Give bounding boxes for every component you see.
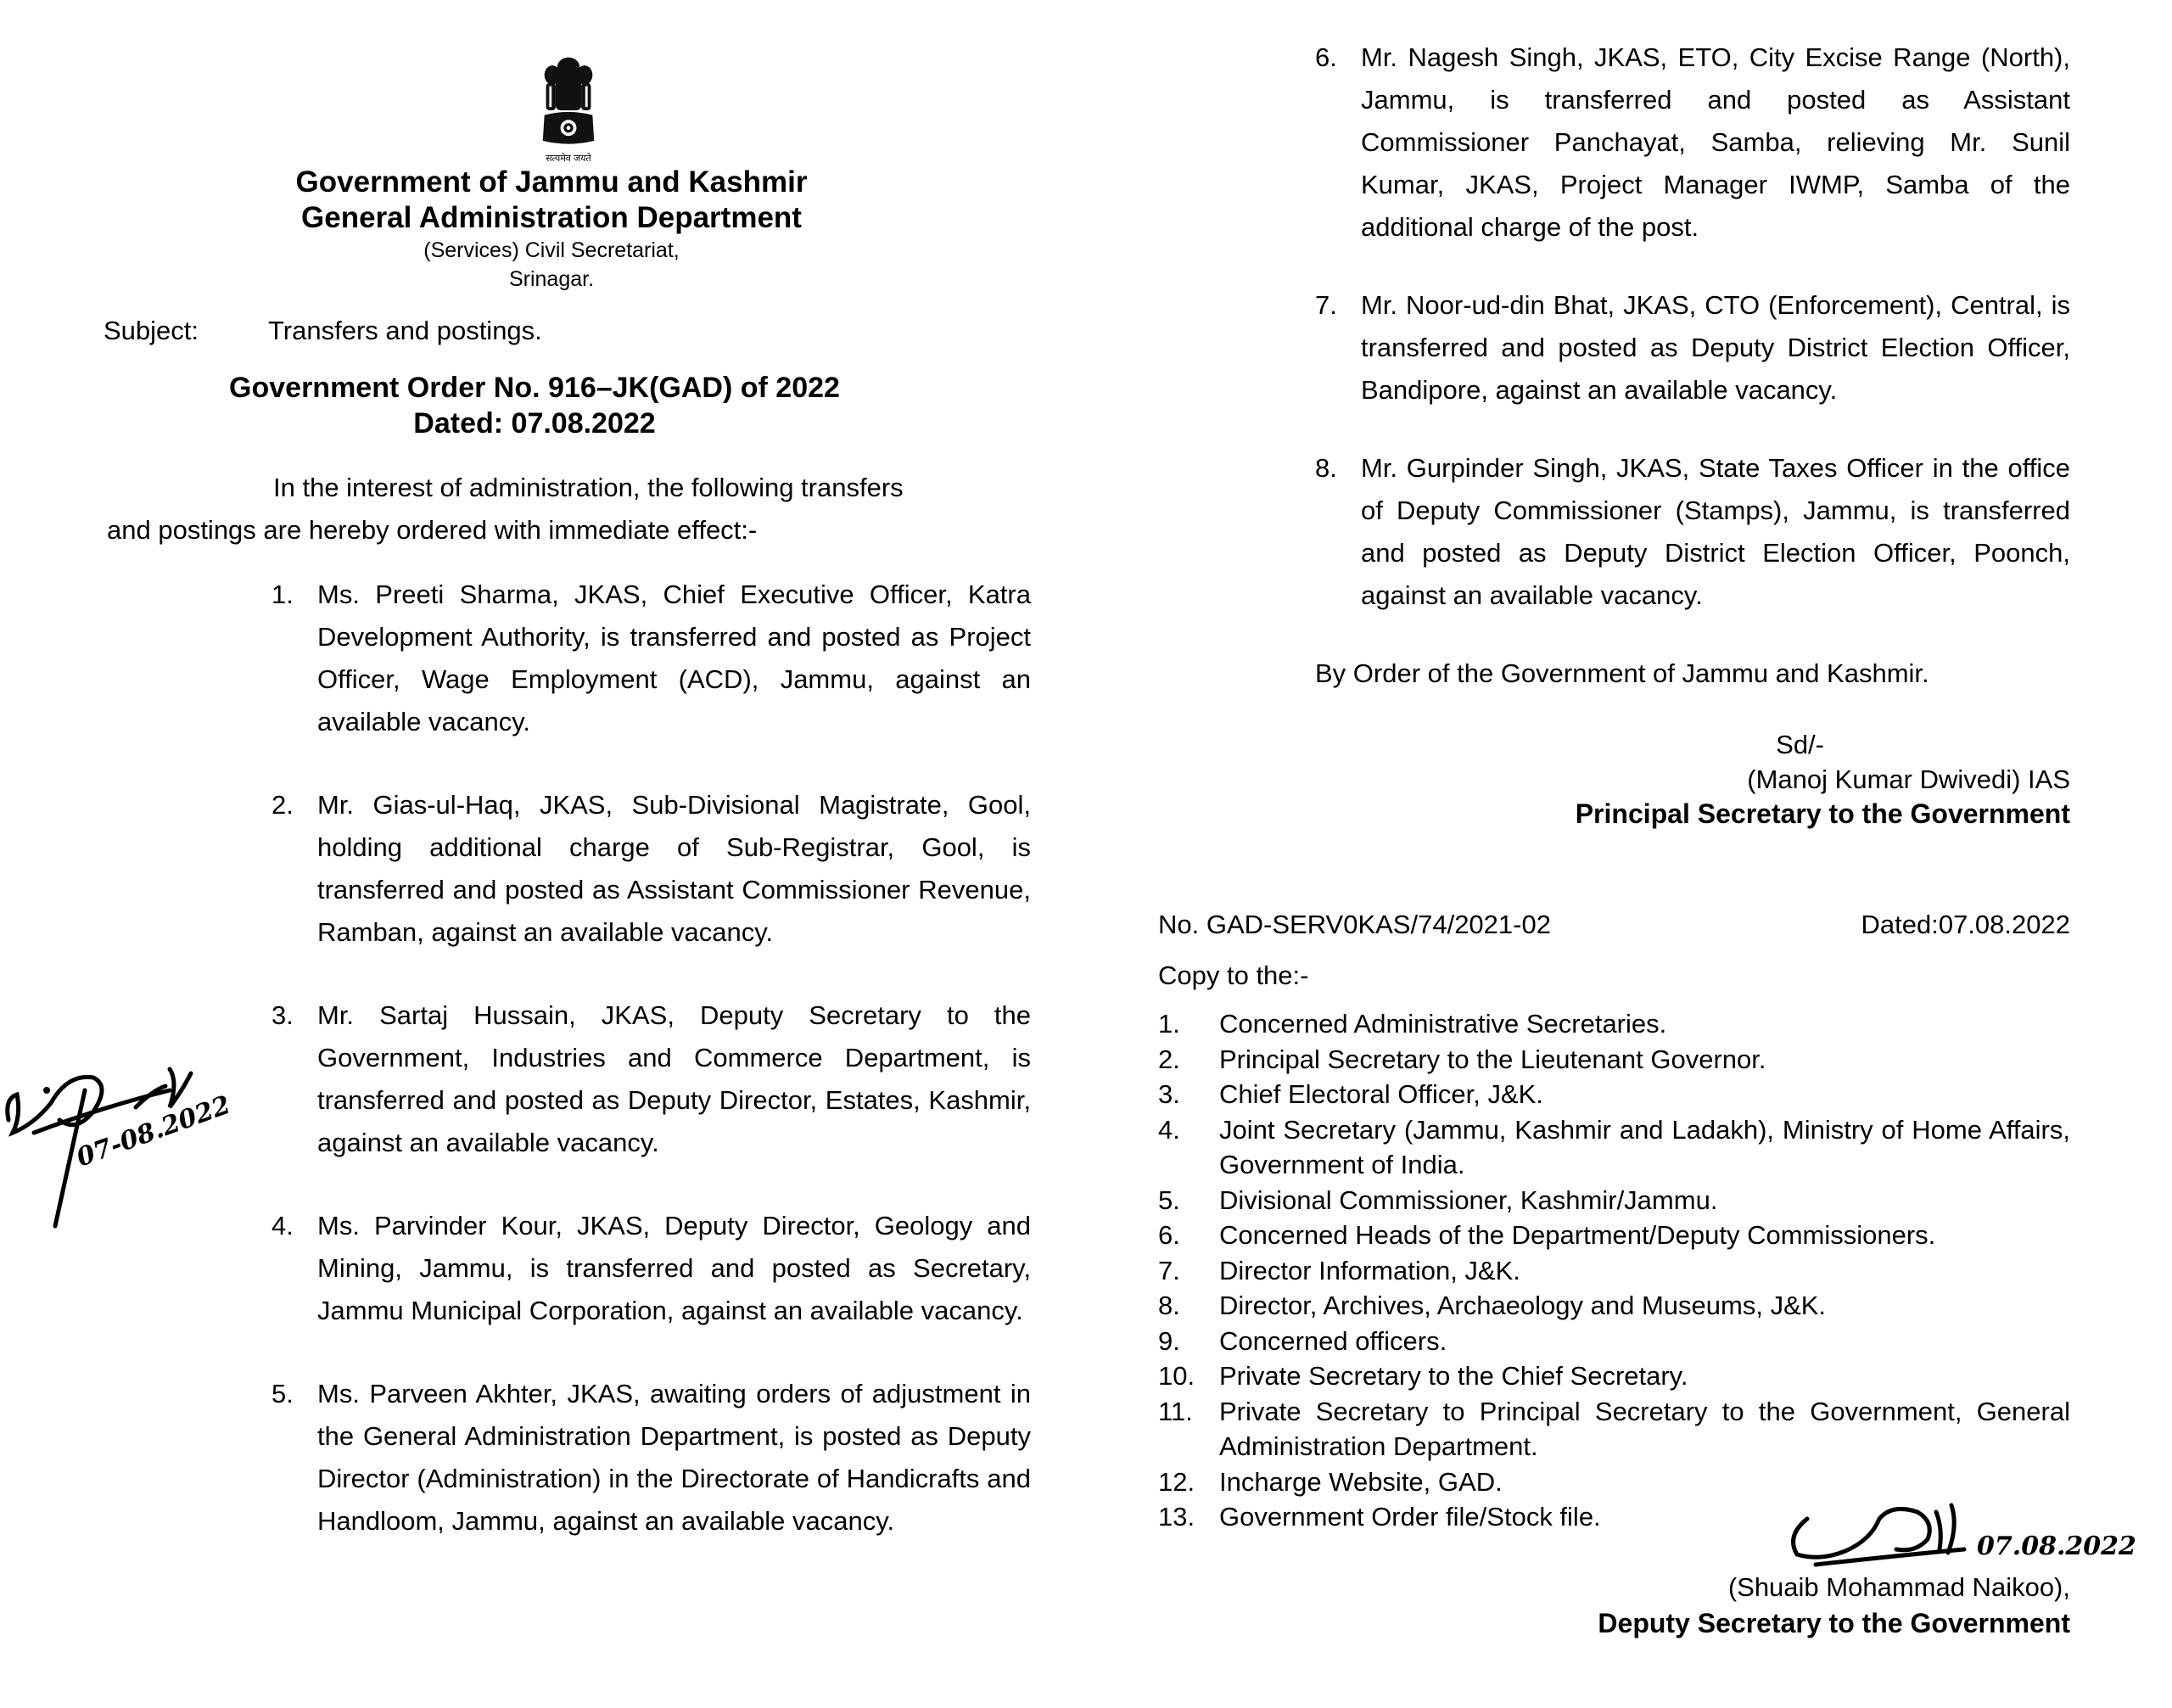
signature-date: 07.08.2022 bbox=[1977, 1532, 2136, 1561]
order-item-number: 5. bbox=[272, 1379, 294, 1408]
order-list-left bbox=[272, 574, 1031, 1543]
order-item-text: Mr. Nagesh Singh, JKAS, ETO, City Excise Range (North), Jammu, is transferred and posted as Assistant Commissioner Panchayat, Samba, relieving Mr. Sunil Kumar, JKAS, Project Manager IWMP, Samba of the additional charge of the post. bbox=[1361, 42, 2070, 242]
copy-to-item-number: 13. bbox=[1158, 1502, 1195, 1532]
copy-to-item bbox=[1158, 1464, 2070, 1500]
copy-to-item-text: Concerned Heads of the Department/Deputy Commissioners. bbox=[1219, 1220, 1936, 1250]
reference-number: No. GAD-SERV0KAS/74/2021-02 bbox=[1158, 910, 1551, 939]
department-name: General Administration Department bbox=[301, 201, 802, 234]
copy-to-item-number: 5. bbox=[1158, 1184, 1180, 1215]
order-item-number: 2. bbox=[272, 790, 294, 820]
emblem-motto: सत्यमेव जयते bbox=[546, 154, 591, 164]
reference-date: Dated:07.08.2022 bbox=[1861, 910, 2070, 939]
copy-to-item-number: 8. bbox=[1158, 1291, 1180, 1320]
copy-to-item-number: 4. bbox=[1158, 1114, 1180, 1145]
signed-mark: Sd/- bbox=[1776, 730, 1824, 759]
subject-text: Transfers and postings. bbox=[268, 316, 542, 345]
deputy-secretary-title: Deputy Secretary to the Government bbox=[1598, 1608, 2070, 1638]
order-item-text: Ms. Parvinder Kour, JKAS, Deputy Director, Geology and Mining, Jammu, is transferred and posted as Secretary, Jammu Municipal Corporation, against an available vacancy. bbox=[317, 1211, 1031, 1325]
copy-to-item bbox=[1158, 1288, 2070, 1324]
order-item-text: Mr. Sartaj Hussain, JKAS, Deputy Secretary to the Government, Industries and Commerce Department, is transferred and posted as Deputy Director, Estates, Kashmir, against an available vacancy. bbox=[317, 1000, 1031, 1157]
intro-paragraph bbox=[107, 467, 1032, 552]
office-line-2: Srinagar. bbox=[508, 267, 595, 291]
order-item-text: Mr. Noor-ud-din Bhat, JKAS, CTO (Enforcement), Central, is transferred and posted as Deputy District Election Officer, Bandipore, against an available vacancy. bbox=[1361, 290, 2070, 405]
order-item-number: 1. bbox=[272, 580, 294, 609]
government-name: Government of Jammu and Kashmir bbox=[295, 165, 808, 199]
copy-to-item-text: Divisional Commissioner, Kashmir/Jammu. bbox=[1219, 1184, 1718, 1215]
order-item-number: 8. bbox=[1315, 453, 1337, 483]
right-column bbox=[1315, 36, 2070, 832]
order-item bbox=[1315, 284, 2070, 412]
copy-to-item-text: Director, Archives, Archaeology and Museums, J&K. bbox=[1219, 1291, 1827, 1320]
margin-initials-date: 07-08.2022 bbox=[72, 1089, 235, 1173]
order-item-number: 4. bbox=[272, 1211, 294, 1240]
order-item bbox=[1315, 447, 2070, 617]
copy-to-item-text: Private Secretary to Principal Secretary to the Government, General Administration Department. bbox=[1219, 1396, 2070, 1461]
principal-secretary-name: (Manoj Kumar Dwivedi) IAS bbox=[1747, 764, 2070, 794]
copy-to-item bbox=[1158, 1253, 2070, 1289]
order-item bbox=[272, 1373, 1031, 1543]
copy-to-item-number: 1. bbox=[1158, 1009, 1180, 1039]
order-item-number: 3. bbox=[272, 1000, 294, 1030]
copy-to-item-text: Director Information, J&K. bbox=[1219, 1255, 1520, 1285]
by-order-line: By Order of the Government of Jammu and Kashmir. bbox=[1315, 658, 1929, 688]
copy-to-item bbox=[1158, 1218, 2070, 1253]
order-number: Government Order No. 916–JK(GAD) of 2022 bbox=[229, 372, 840, 404]
order-date: Dated: 07.08.2022 bbox=[413, 407, 656, 440]
reference-block bbox=[1158, 906, 2070, 1535]
principal-secretary-title: Principal Secretary to the Government bbox=[1575, 798, 2070, 829]
intro-line-1: In the interest of administration, the following transfers bbox=[273, 473, 904, 502]
order-item-text: Ms. Parveen Akhter, JKAS, awaiting orders of adjustment in the General Administration Department, is posted as Deputy Director (Administration) in the Directorate of Handicrafts and Handloom, Jammu, against an available vacancy. bbox=[317, 1379, 1031, 1536]
principal-secretary-block bbox=[1315, 727, 2070, 832]
copy-to-item bbox=[1158, 1077, 2070, 1112]
subject-label: Subject: bbox=[104, 316, 199, 345]
copy-to-item-text: Private Secretary to the Chief Secretary. bbox=[1219, 1361, 1688, 1391]
copy-to-item-text: Government Order file/Stock file. bbox=[1219, 1502, 1601, 1532]
order-item-text: Mr. Gias-ul-Haq, JKAS, Sub-Divisional Magistrate, Gool, holding additional charge of Sub-Registrar, Gool, is transferred and posted as Assistant Commissioner Revenue, Ramban, against an available vacancy. bbox=[317, 790, 1031, 947]
letterhead-title bbox=[255, 165, 848, 236]
copy-to-item bbox=[1158, 1183, 2070, 1218]
copy-to-item bbox=[1158, 1042, 2070, 1078]
order-item bbox=[272, 574, 1031, 743]
reference-row bbox=[1158, 906, 2070, 944]
copy-to-item bbox=[1158, 1358, 2070, 1394]
copy-to-label: Copy to the:- bbox=[1158, 960, 1309, 990]
order-item bbox=[1315, 36, 2070, 249]
office-line-1: (Services) Civil Secretariat, bbox=[423, 238, 680, 262]
copy-to-item bbox=[1158, 1006, 2070, 1042]
letterhead-address bbox=[255, 236, 848, 294]
order-item-text: Ms. Preeti Sharma, JKAS, Chief Executive Officer, Katra Development Authority, is transferred and posted as Project Officer, Wage Employment (ACD), Jammu, against an available vacancy. bbox=[317, 580, 1031, 736]
copy-to-item bbox=[1158, 1324, 2070, 1359]
copy-to-item-number: 2. bbox=[1158, 1044, 1180, 1074]
copy-to-item bbox=[1158, 1499, 2070, 1535]
order-heading bbox=[170, 370, 899, 441]
left-column bbox=[102, 53, 1035, 1583]
intro-line-2: and postings are hereby ordered with immediate effect:- bbox=[107, 515, 758, 545]
order-item-text: Mr. Gurpinder Singh, JKAS, State Taxes Officer in the office of Deputy Commissioner (Stamps), Jammu, is transferred and posted as Deputy District Election Officer, Poonch, against an available vacancy. bbox=[1361, 453, 2070, 610]
copy-to-item-number: 7. bbox=[1158, 1255, 1180, 1285]
copy-to-item-text: Concerned Administrative Secretaries. bbox=[1219, 1009, 1667, 1039]
copy-to-item-number: 3. bbox=[1158, 1079, 1180, 1109]
copy-to-item-number: 12. bbox=[1158, 1466, 1195, 1497]
copy-to-item-number: 10. bbox=[1158, 1361, 1195, 1391]
copy-to-item-number: 11. bbox=[1158, 1396, 1193, 1426]
order-item-number: 6. bbox=[1315, 42, 1337, 72]
copy-to-item-text: Joint Secretary (Jammu, Kashmir and Ladakh), Ministry of Home Affairs, Government of India. bbox=[1219, 1114, 2070, 1179]
copy-to-item-text: Incharge Website, GAD. bbox=[1219, 1466, 1503, 1497]
order-item bbox=[272, 994, 1031, 1164]
copy-to-item-text: Concerned officers. bbox=[1219, 1325, 1447, 1356]
order-item bbox=[272, 1205, 1031, 1332]
copy-to-item-number: 9. bbox=[1158, 1325, 1180, 1356]
copy-to-item bbox=[1158, 1112, 2070, 1183]
copy-to-list bbox=[1158, 1006, 2070, 1535]
national-emblem-icon bbox=[526, 53, 611, 153]
copy-to-item-text: Chief Electoral Officer, J&K. bbox=[1219, 1079, 1543, 1109]
copy-to-item bbox=[1158, 1394, 2070, 1464]
order-item bbox=[272, 784, 1031, 954]
deputy-secretary-name: (Shuaib Mohammad Naikoo), bbox=[1727, 1572, 2070, 1602]
deputy-secretary-block bbox=[1510, 1570, 2070, 1641]
subject-row bbox=[102, 311, 1035, 351]
copy-to-item-number: 6. bbox=[1158, 1220, 1180, 1250]
emblem-block bbox=[518, 53, 619, 165]
copy-to-item-text: Principal Secretary to the Lieutenant Governor. bbox=[1219, 1044, 1766, 1074]
order-item-number: 7. bbox=[1315, 290, 1337, 320]
